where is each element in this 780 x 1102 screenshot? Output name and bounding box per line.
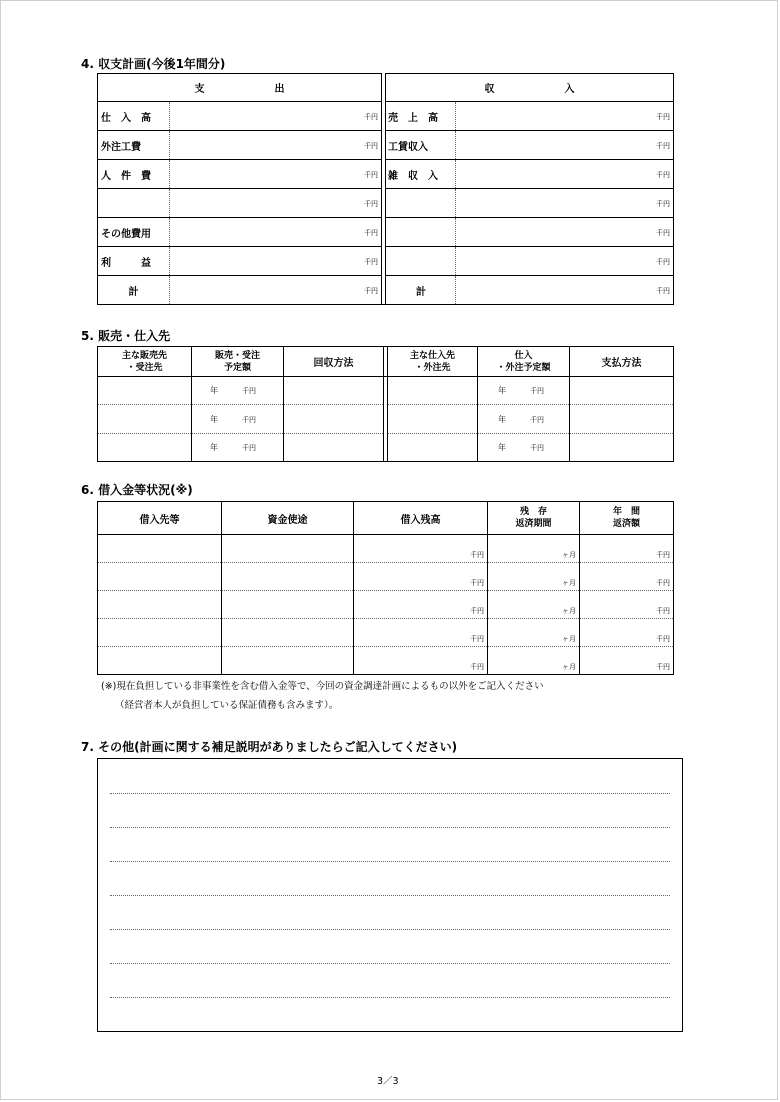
balance-field[interactable]: [354, 535, 488, 563]
ruled-line: [110, 827, 670, 828]
unit-label: 千円: [364, 112, 378, 121]
income-label: [386, 218, 456, 247]
ruled-line: [110, 997, 670, 998]
h-annual-line2: 返済額: [612, 519, 640, 529]
t6-row: [98, 591, 674, 619]
unit-label: 千円: [364, 170, 378, 179]
balance-field[interactable]: [354, 619, 488, 647]
use-field[interactable]: [222, 647, 354, 675]
year-label: 年: [210, 414, 218, 424]
t6-header-row: [98, 502, 674, 535]
expense-amount-field[interactable]: [170, 218, 382, 247]
unit-label: 千円: [470, 551, 484, 559]
expense-header: 支 出: [98, 74, 382, 102]
use-field[interactable]: [222, 619, 354, 647]
income-amount-field[interactable]: [456, 131, 674, 160]
payment-method-field[interactable]: [570, 405, 674, 433]
t4-row: [98, 218, 674, 247]
h-seller-line1: 主な販売先: [121, 350, 167, 361]
unit-label: 千円: [656, 607, 670, 615]
expense-amount-field[interactable]: [170, 276, 382, 305]
expense-label: 利 益: [98, 247, 170, 276]
unit-label: 千円: [530, 387, 544, 396]
h-supplier-line1: 主な仕入先: [409, 350, 455, 361]
income-amount-field[interactable]: [456, 276, 674, 305]
ruled-line: [110, 929, 670, 930]
t5-row: [98, 405, 674, 433]
ruled-line: [110, 963, 670, 964]
expense-label: [98, 189, 170, 218]
year-label: 年: [498, 386, 506, 396]
expense-amount-field[interactable]: [170, 131, 382, 160]
remarks-box[interactable]: [97, 758, 683, 1032]
unit-label: 千円: [530, 443, 544, 452]
period-field[interactable]: [488, 591, 580, 619]
income-amount-field[interactable]: [456, 189, 674, 218]
balance-field[interactable]: [354, 563, 488, 591]
year-label: 年: [210, 442, 218, 452]
ruled-line: [110, 793, 670, 794]
h-buyamt-line1: 仕入: [514, 350, 533, 361]
expense-label: 外注工費: [98, 131, 170, 160]
lender-field[interactable]: [98, 563, 222, 591]
period-field[interactable]: [488, 535, 580, 563]
borrowing-note-2: （経営者本人が負担している保証債務も含みます）。: [115, 700, 339, 711]
unit-label: 千円: [656, 635, 670, 643]
year-label: 年: [498, 414, 506, 424]
t6-row: [98, 563, 674, 591]
unit-label: ヶ月: [562, 579, 576, 587]
expense-label: 人 件 費: [98, 160, 170, 189]
income-header: 収 入: [386, 74, 674, 102]
sales-purchase-table: [97, 346, 674, 462]
unit-label: 千円: [656, 141, 670, 150]
unit-label: ヶ月: [562, 551, 576, 559]
payment-method-field[interactable]: [570, 433, 674, 461]
collection-method-field[interactable]: [284, 405, 384, 433]
borrowing-table: [97, 501, 674, 675]
income-amount-field[interactable]: [456, 247, 674, 276]
unit-label: 千円: [242, 415, 256, 424]
expense-amount-field[interactable]: [170, 160, 382, 189]
year-label: 年: [210, 386, 218, 396]
h-lender: 借入先等: [98, 502, 222, 535]
purchase-amount-field[interactable]: [478, 377, 570, 405]
balance-field[interactable]: [354, 591, 488, 619]
t4-header-row: [98, 74, 674, 102]
section-4-title: 4. 収支計画(今後1年間分): [81, 57, 226, 71]
h-balance: 借入残高: [354, 502, 488, 535]
purchase-amount-field[interactable]: [478, 433, 570, 461]
payment-method-field[interactable]: [570, 377, 674, 405]
seller-field[interactable]: [98, 405, 192, 433]
h-salesamt-line2: 予定額: [223, 362, 251, 373]
borrowing-note-1: (※)現在負担している非事業性を含む借入金等で、今回の資金調達計画によるもの以外をご記入ください: [101, 681, 544, 692]
unit-label: 千円: [364, 199, 378, 208]
unit-label: ヶ月: [562, 663, 576, 671]
h-salesamt-line1: 販売・受注: [214, 350, 260, 361]
use-field[interactable]: [222, 563, 354, 591]
ruled-line: [110, 861, 670, 862]
h-pay: 支払方法: [570, 347, 674, 377]
annual-field[interactable]: [580, 647, 674, 675]
year-label: 年: [498, 442, 506, 452]
expense-amount-field[interactable]: [170, 189, 382, 218]
supplier-field[interactable]: [388, 377, 478, 405]
h-buyamt-line2: ・外注予定額: [496, 362, 551, 373]
annual-field[interactable]: [580, 535, 674, 563]
unit-label: 千円: [656, 170, 670, 179]
expense-amount-field[interactable]: [170, 247, 382, 276]
use-field[interactable]: [222, 591, 354, 619]
t4-row: [98, 102, 674, 131]
period-field[interactable]: [488, 563, 580, 591]
collection-method-field[interactable]: [284, 377, 384, 405]
income-label: 工賃収入: [386, 131, 456, 160]
unit-label: 千円: [530, 415, 544, 424]
t5-header-row: [98, 347, 674, 377]
unit-label: 千円: [364, 228, 378, 237]
income-expense-table: [97, 73, 674, 305]
unit-label: 千円: [656, 228, 670, 237]
h-buyamt: [478, 347, 570, 377]
t4-row: [98, 276, 674, 305]
income-amount-field[interactable]: [456, 160, 674, 189]
section-7-title: 7. その他(計画に関する補足説明がありましたらご記入してください): [81, 740, 458, 754]
unit-label: 千円: [364, 286, 378, 295]
unit-label: 千円: [470, 663, 484, 671]
expense-label: 仕 入 高: [98, 102, 170, 131]
page-number: 3／3: [377, 1076, 399, 1087]
h-use: 資金使途: [222, 502, 354, 535]
h-salesamt: [192, 347, 284, 377]
unit-label: 千円: [656, 112, 670, 121]
expense-label: 計: [98, 276, 170, 305]
purchase-amount-field[interactable]: [478, 405, 570, 433]
t4-row: [98, 189, 674, 218]
t5-row: [98, 377, 674, 405]
h-period-line1: 残 存: [519, 507, 547, 517]
supplier-field[interactable]: [388, 405, 478, 433]
lender-field[interactable]: [98, 619, 222, 647]
h-period: [488, 502, 580, 535]
annual-field[interactable]: [580, 563, 674, 591]
unit-label: 千円: [242, 387, 256, 396]
ruled-line: [110, 895, 670, 896]
income-label: 雑 収 入: [386, 160, 456, 189]
sales-amount-field[interactable]: [192, 433, 284, 461]
annual-field[interactable]: [580, 619, 674, 647]
lender-field[interactable]: [98, 591, 222, 619]
sales-amount-field[interactable]: [192, 377, 284, 405]
unit-label: 千円: [364, 141, 378, 150]
collection-method-field[interactable]: [284, 433, 384, 461]
lender-field[interactable]: [98, 535, 222, 563]
income-label: [386, 189, 456, 218]
h-annual-line1: 年 間: [612, 507, 640, 517]
balance-field[interactable]: [354, 647, 488, 675]
unit-label: 千円: [656, 286, 670, 295]
sales-amount-field[interactable]: [192, 405, 284, 433]
period-field[interactable]: [488, 647, 580, 675]
income-amount-field[interactable]: [456, 102, 674, 131]
use-field[interactable]: [222, 535, 354, 563]
unit-label: 千円: [656, 199, 670, 208]
expense-amount-field[interactable]: [170, 102, 382, 131]
h-seller: [98, 347, 192, 377]
t5-row: [98, 433, 674, 461]
h-annual: [580, 502, 674, 535]
unit-label: 千円: [656, 663, 670, 671]
income-amount-field[interactable]: [456, 218, 674, 247]
seller-field[interactable]: [98, 377, 192, 405]
unit-label: 千円: [656, 257, 670, 266]
unit-label: 千円: [656, 579, 670, 587]
t6-row: [98, 535, 674, 563]
t6-row: [98, 619, 674, 647]
h-collect: 回収方法: [284, 347, 384, 377]
section-6-title: 6. 借入金等状況(※): [81, 483, 193, 497]
h-period-line2: 返済期間: [515, 519, 552, 529]
income-label: 計: [386, 276, 456, 305]
unit-label: ヶ月: [562, 607, 576, 615]
h-seller-line2: ・受注先: [126, 362, 163, 373]
period-field[interactable]: [488, 619, 580, 647]
expense-label: その他費用: [98, 218, 170, 247]
lender-field[interactable]: [98, 647, 222, 675]
unit-label: 千円: [364, 257, 378, 266]
annual-field[interactable]: [580, 591, 674, 619]
section-5-title: 5. 販売・仕入先: [81, 329, 171, 343]
seller-field[interactable]: [98, 433, 192, 461]
h-supplier: [388, 347, 478, 377]
t4-row: [98, 247, 674, 276]
t6-row: [98, 647, 674, 675]
income-label: 売 上 高: [386, 102, 456, 131]
t4-row: [98, 131, 674, 160]
unit-label: 千円: [470, 607, 484, 615]
unit-label: 千円: [470, 635, 484, 643]
unit-label: 千円: [242, 443, 256, 452]
unit-label: 千円: [470, 579, 484, 587]
supplier-field[interactable]: [388, 433, 478, 461]
h-supplier-line2: ・外注先: [414, 362, 451, 373]
unit-label: 千円: [656, 551, 670, 559]
income-label: [386, 247, 456, 276]
t4-row: [98, 160, 674, 189]
unit-label: ヶ月: [562, 635, 576, 643]
